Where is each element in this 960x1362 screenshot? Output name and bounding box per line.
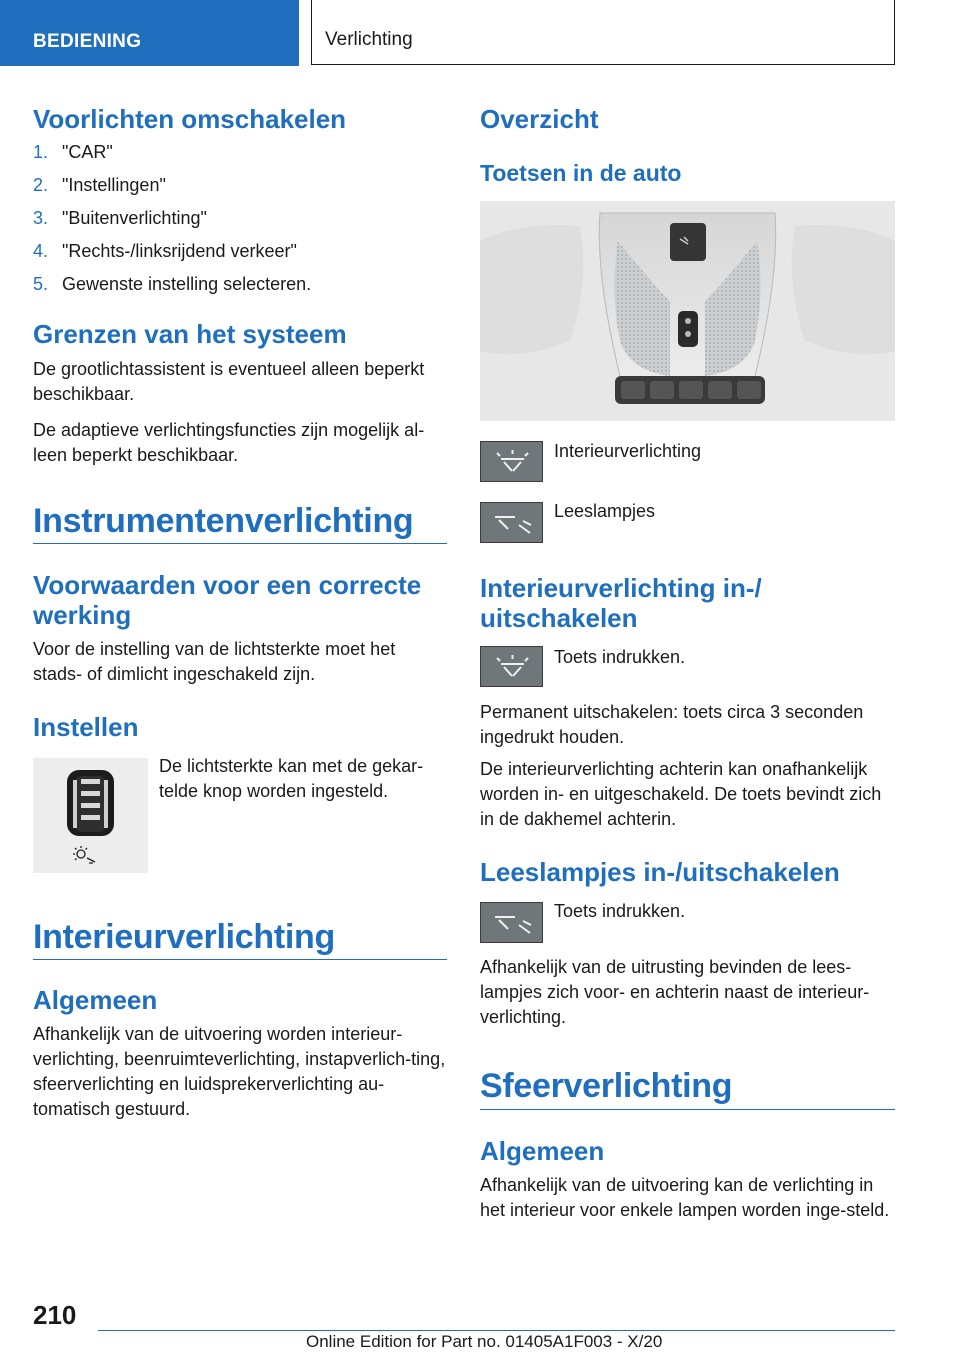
toggle-paragraph-1: Permanent uitschakelen: toets circa 3 seconden ingedrukt houden. <box>480 702 864 747</box>
heading-rule <box>33 543 447 544</box>
step-number: 2. <box>33 175 49 195</box>
step-text: "Rechts-/linksrijdend verkeer" <box>62 241 297 261</box>
buttons-heading: Toetsen in de auto <box>480 160 682 186</box>
list-item <box>33 173 447 206</box>
roof-console-image <box>480 201 895 421</box>
heading-rule <box>33 959 447 960</box>
ambient-general-paragraph: Afhankelijk van de uitvoering kan de verlichting in het interieur voor enkele lampen worden inge-steld. <box>480 1175 890 1220</box>
toggle-interior-heading: Interieurverlichting in-/ uitschakelen <box>480 573 762 633</box>
conditions-heading: Voorwaarden voor een correcte werking <box>33 570 422 630</box>
interior-light-icon <box>480 646 543 687</box>
footer-rule <box>98 1330 895 1331</box>
interior-light-icon <box>480 441 543 482</box>
page-number: 210 <box>33 1300 77 1330</box>
reading-light-icon <box>480 502 543 543</box>
step-number: 1. <box>33 142 49 162</box>
list-item <box>33 140 447 173</box>
dimmer-knob-icon <box>33 758 148 873</box>
dimmer-knob-image <box>33 758 148 873</box>
section-title: BEDIENING <box>33 31 142 52</box>
limits-paragraph-2: De adaptieve verlichtingsfuncties zijn mogelijk al-leen beperkt beschikbaar. <box>33 420 425 465</box>
chapter-header <box>311 0 895 65</box>
general-heading: Algemeen <box>33 985 158 1015</box>
reading-press-text: Toets indrukken. <box>554 901 686 921</box>
heading-rule <box>480 1109 895 1110</box>
interior-lighting-heading: Interieurverlichting <box>33 918 335 956</box>
step-number: 4. <box>33 241 49 261</box>
conditions-paragraph: Voor de instelling van de lichtsterkte moet het stads- of dimlicht ingeschakeld zijn. <box>33 639 396 684</box>
toggle-press-text: Toets indrukken. <box>554 647 686 667</box>
roof-console-icon <box>480 201 895 421</box>
steps-list <box>33 140 447 305</box>
toggle-paragraph-2: De interieurverlichting achterin kan onafhankelijk worden in- en uitgeschakeld. De toets bevindt zich in de dakhemel achterin. <box>480 759 882 829</box>
reading-paragraph: Afhankelijk van de uitrusting bevinden de lees-lampjes zich voor- en achterin naast de interieur-verlichting. <box>480 957 870 1027</box>
legend-label: Leeslampjes <box>554 501 656 521</box>
switch-headlights-heading: Voorlichten omschakelen <box>33 104 347 134</box>
list-item <box>33 206 447 239</box>
list-item <box>33 239 447 272</box>
ambient-lighting-heading: Sfeerverlichting <box>480 1067 733 1105</box>
system-limits-heading: Grenzen van het systeem <box>33 319 347 349</box>
reading-lights-heading: Leeslampjes in-/uitschakelen <box>480 857 840 887</box>
general-paragraph: Afhankelijk van de uitvoering worden interieur-verlichting, beenruimteverlichting, instapverlich-ting, sfeerverlichting en luidsprekerverlichting au-tomatisch gestuurd. <box>33 1024 446 1119</box>
setting-paragraph: De lichtsterkte kan met de gekar-telde knop worden ingesteld. <box>159 756 424 801</box>
reading-light-icon <box>480 902 543 943</box>
chapter-title: Verlichting <box>325 29 413 50</box>
step-number: 3. <box>33 208 49 228</box>
edition-text: Online Edition for Part no. 01405A1F003 - X/20 <box>306 1332 663 1351</box>
legend-label: Interieurverlichting <box>554 441 702 461</box>
section-tab <box>0 0 299 66</box>
step-number: 5. <box>33 274 49 294</box>
step-text: "Instellingen" <box>62 175 166 195</box>
ambient-general-heading: Algemeen <box>480 1136 605 1166</box>
step-text: Gewenste instelling selecteren. <box>62 274 312 294</box>
list-item <box>33 272 447 305</box>
step-text: "CAR" <box>62 142 113 162</box>
limits-paragraph-1: De grootlichtassistent is eventueel alleen beperkt beschikbaar. <box>33 359 425 404</box>
step-text: "Buitenverlichting" <box>62 208 207 228</box>
overview-heading: Overzicht <box>480 104 599 134</box>
instrument-lighting-heading: Instrumentenverlichting <box>33 502 414 540</box>
setting-heading: Instellen <box>33 712 139 742</box>
